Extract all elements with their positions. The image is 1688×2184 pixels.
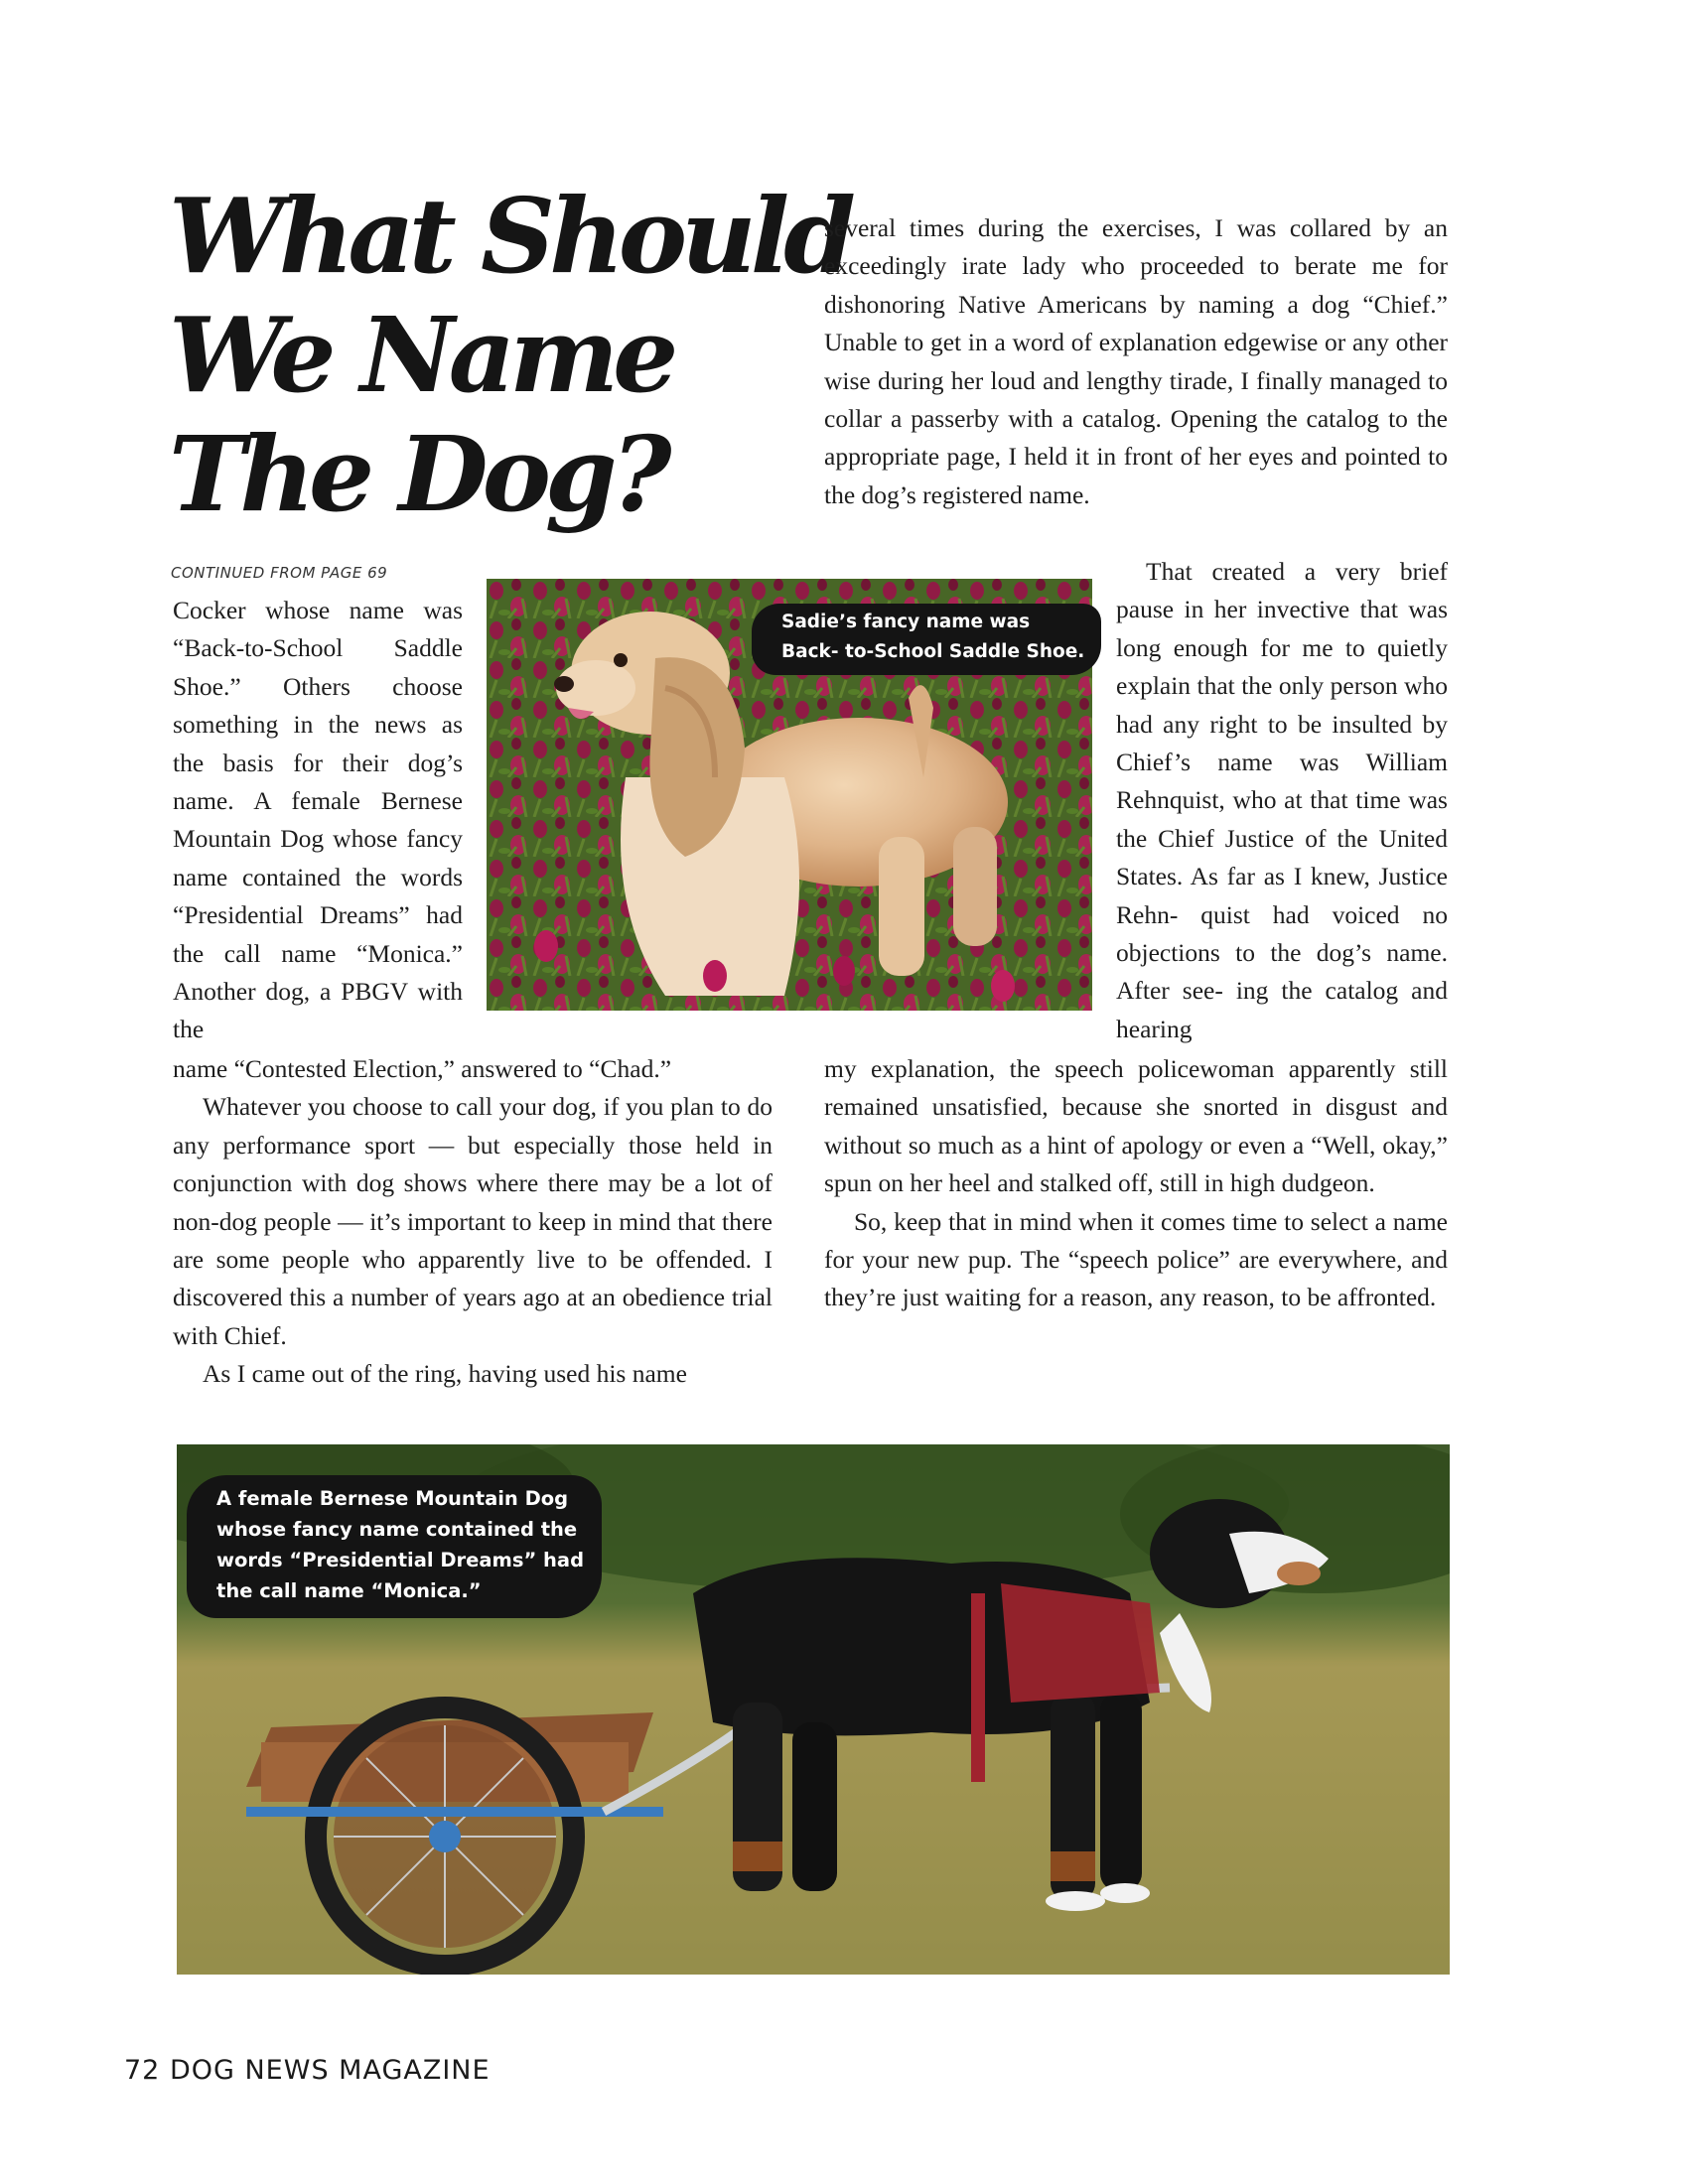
article-column-right-lower (824, 1050, 1448, 1317)
article-column-left-wrap (173, 592, 463, 1049)
paragraph: name “Contested Election,” answered to “Chad.” (173, 1054, 672, 1083)
paragraph: Cocker whose name was “Back-to-School Saddle Shoe.” Others choose something in the news as the basis for their dog’s name. A female Bernese Mountain Dog whose fancy name contained the words “Presidential Dreams” had the call name “Monica.” Another dog, a PBGV with the (173, 596, 463, 1044)
bernese-photo-caption: A female Bernese Mountain Dog whose fancy name contained the words “Presidential Dreams” had the call name “Monica.” (187, 1475, 602, 1618)
paragraph: So, keep that in mind when it comes time to select a name for your new pup. The “speech police” are everywhere, and they’re just waiting for a reason, any reason, to be affronted. (824, 1206, 1448, 1312)
headline-line-1: What Should (169, 175, 850, 297)
cocker-photo-caption: Sadie’s fancy name was Back- to-School Saddle Shoe. (752, 604, 1101, 675)
paragraph: Whatever you choose to call your dog, if you plan to do any performance sport — but especially those held in conjunction with dog shows where there may be a lot of non-dog people — it’s important to keep in mind that there are some people who apparently live to be offended. I discovered this a number of years ago at an obedience trial with Chief. (173, 1092, 773, 1350)
paragraph: my explanation, the speech policewoman apparently still remained unsatisfied, because she snorted in disgust and without so much as a hint of apology or even a “Well, okay,” spun on her heel and stalked off, still in high dudgeon. (824, 1054, 1448, 1198)
headline-line-2: We Name (169, 294, 673, 416)
paragraph: As I came out of the ring, having used his name (203, 1359, 687, 1389)
page-folio: 72 DOG NEWS MAGAZINE (124, 2055, 491, 2086)
continued-from-label: CONTINUED FROM PAGE 69 (171, 564, 388, 582)
headline-line-3: The Dog? (169, 413, 666, 535)
article-column-left-lower (173, 1050, 773, 1394)
article-column-right-top (824, 209, 1448, 514)
paragraph: several times during the exercises, I was collared by an exceedingly irate lady who proceeded to berate me for dishonoring Native Americans by naming a dog “Chief.” Unable to get in a word of explanation edgewise or any other wise during her loud and lengthy tirade, I finally managed to collar a passerby with a catalog. Opening the catalog to the appropriate page, I held it in front of her eyes and pointed to the dog’s registered name. (824, 213, 1448, 509)
paragraph: That created a very brief pause in her invective that was long enough for me to quietly explain that the only person who had any right to be insulted by Chief’s name was William Rehnquist, who at that time was the Chief Justice of the United States. As far as I knew, Justice Rehn- quist had voiced no objections to the dog’s name. After see- ing the catalog and hearing (1116, 557, 1448, 1043)
article-headline (169, 175, 850, 535)
article-column-right-wrap (1116, 553, 1448, 1048)
